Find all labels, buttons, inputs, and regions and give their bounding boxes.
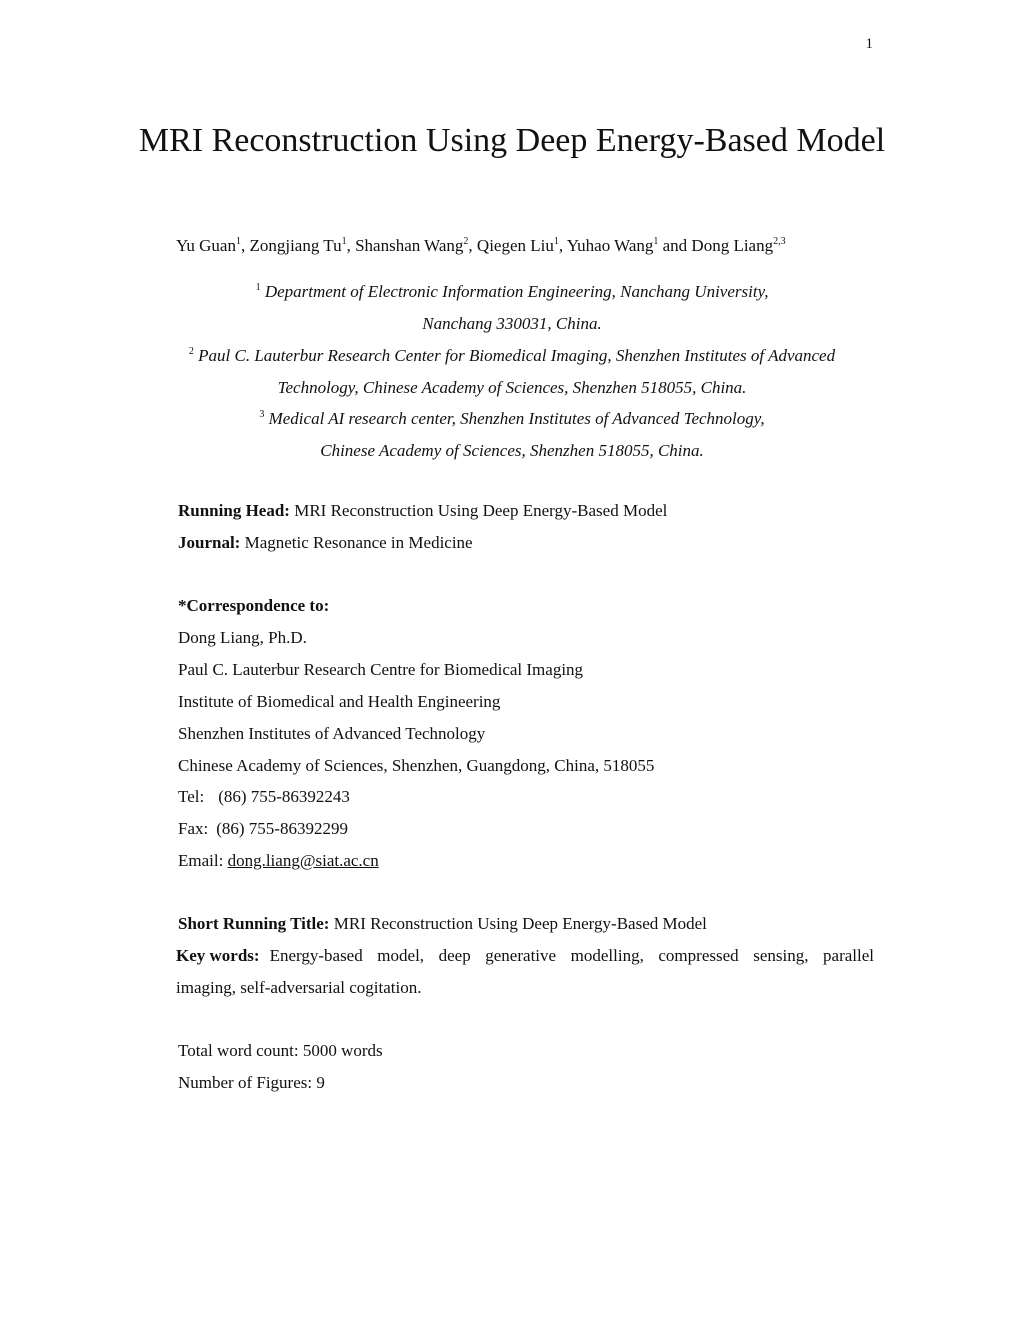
correspondence-line: Chinese Academy of Sciences, Shenzhen, Guangdong, China, 518055 [178,756,655,775]
running-head-label: Running Head: [178,501,290,520]
correspondence-line: Paul C. Lauterbur Research Centre for Biomedical Imaging [178,660,584,679]
affiliation-mark: 1 [255,282,261,293]
author-separator: , [468,236,477,255]
email-label: Email: [178,851,224,870]
keyword-word: model, [377,946,425,965]
keyword-word: Energy-based [269,946,363,965]
author: Yuhao Wang [566,236,654,255]
affiliation-3-line-2: Chinese Academy of Sciences, Shenzhen 518055, China. [320,441,704,460]
affiliation-1-line-1 [0,282,1024,302]
author-affiliation-mark: 1 [341,236,347,247]
author-separator: , [240,236,250,255]
affiliation-2-line-1 [0,346,1024,366]
tel-value: (86) 755-86392243 [218,787,350,806]
correspondence-heading [178,596,329,616]
keyword-word: modelling, [570,946,644,965]
correspondence-line: Institute of Biomedical and Health Engineering [178,692,501,711]
author: Dong Liang [691,236,774,255]
author: Yu Guan [176,236,236,255]
author: Qiegen Liu [476,236,554,255]
email [178,851,379,871]
author-affiliation-mark: 1 [235,236,241,247]
word-count: Total word count: 5000 words [178,1041,383,1060]
author-affiliation-mark: 1 [653,236,659,247]
figures-count: Number of Figures: 9 [178,1073,325,1092]
paper-title: MRI Reconstruction Using Deep Energy-Based Model [138,122,886,159]
journal-value: Magnetic Resonance in Medicine [244,533,473,552]
correspondence-label: *Correspondence to: [178,596,330,615]
affiliation-mark: 2 [188,346,194,357]
author-affiliation-mark: 2 [463,236,469,247]
author: Zongjiang Tu [249,236,342,255]
keywords-line-1 [176,946,874,966]
running-head-value: MRI Reconstruction Using Deep Energy-Based Model [294,501,668,520]
keyword-word: deep [438,946,471,965]
keywords-label: Key words: [176,946,260,965]
keyword-word: sensing, [753,946,809,965]
running-head [178,501,667,521]
author-affiliation-mark: 2,3 [773,236,786,247]
author: Shanshan Wang [355,236,464,255]
affiliation-mark: 3 [259,409,265,420]
short-running-title-label: Short Running Title: [178,914,330,933]
keywords-line-2: imaging, self-adversarial cogitation. [176,978,422,997]
author-separator: , [346,236,356,255]
author-separator: and [658,236,692,255]
keyword-word: generative [485,946,557,965]
fax-label: Fax: [178,819,209,838]
fax [178,819,348,839]
telephone [178,787,350,807]
short-running-title-value: MRI Reconstruction Using Deep Energy-Based Model [333,914,707,933]
journal [178,533,473,553]
author-affiliation-mark: 1 [553,236,559,247]
author-separator: , [558,236,567,255]
affiliation-text: Paul C. Lauterbur Research Center for Biomedical Imaging, Shenzhen Institutes of Advanced [198,346,836,365]
affiliation-text: Medical AI research center, Shenzhen Institutes of Advanced Technology, [268,409,765,428]
fax-value: (86) 755-86392299 [216,819,348,838]
email-link[interactable]: dong.liang@siat.ac.cn [227,851,379,870]
keyword-word: parallel [823,946,874,965]
page-number: 1 [865,36,873,52]
short-running-title [178,914,707,934]
affiliation-2-line-2: Technology, Chinese Academy of Sciences, Shenzhen 518055, China. [277,378,747,397]
correspondence-line: Dong Liang, Ph.D. [178,628,307,647]
affiliation-3-line-1 [0,409,1024,429]
keyword-word: compressed [658,946,739,965]
author-list [176,236,786,256]
tel-label: Tel: [178,787,205,806]
keywords-text [270,946,874,966]
affiliation-text: Department of Electronic Information Engineering, Nanchang University, [264,282,769,301]
affiliation-1-line-2: Nanchang 330031, China. [422,314,602,333]
correspondence-line: Shenzhen Institutes of Advanced Technology [178,724,486,743]
journal-label: Journal: [178,533,241,552]
